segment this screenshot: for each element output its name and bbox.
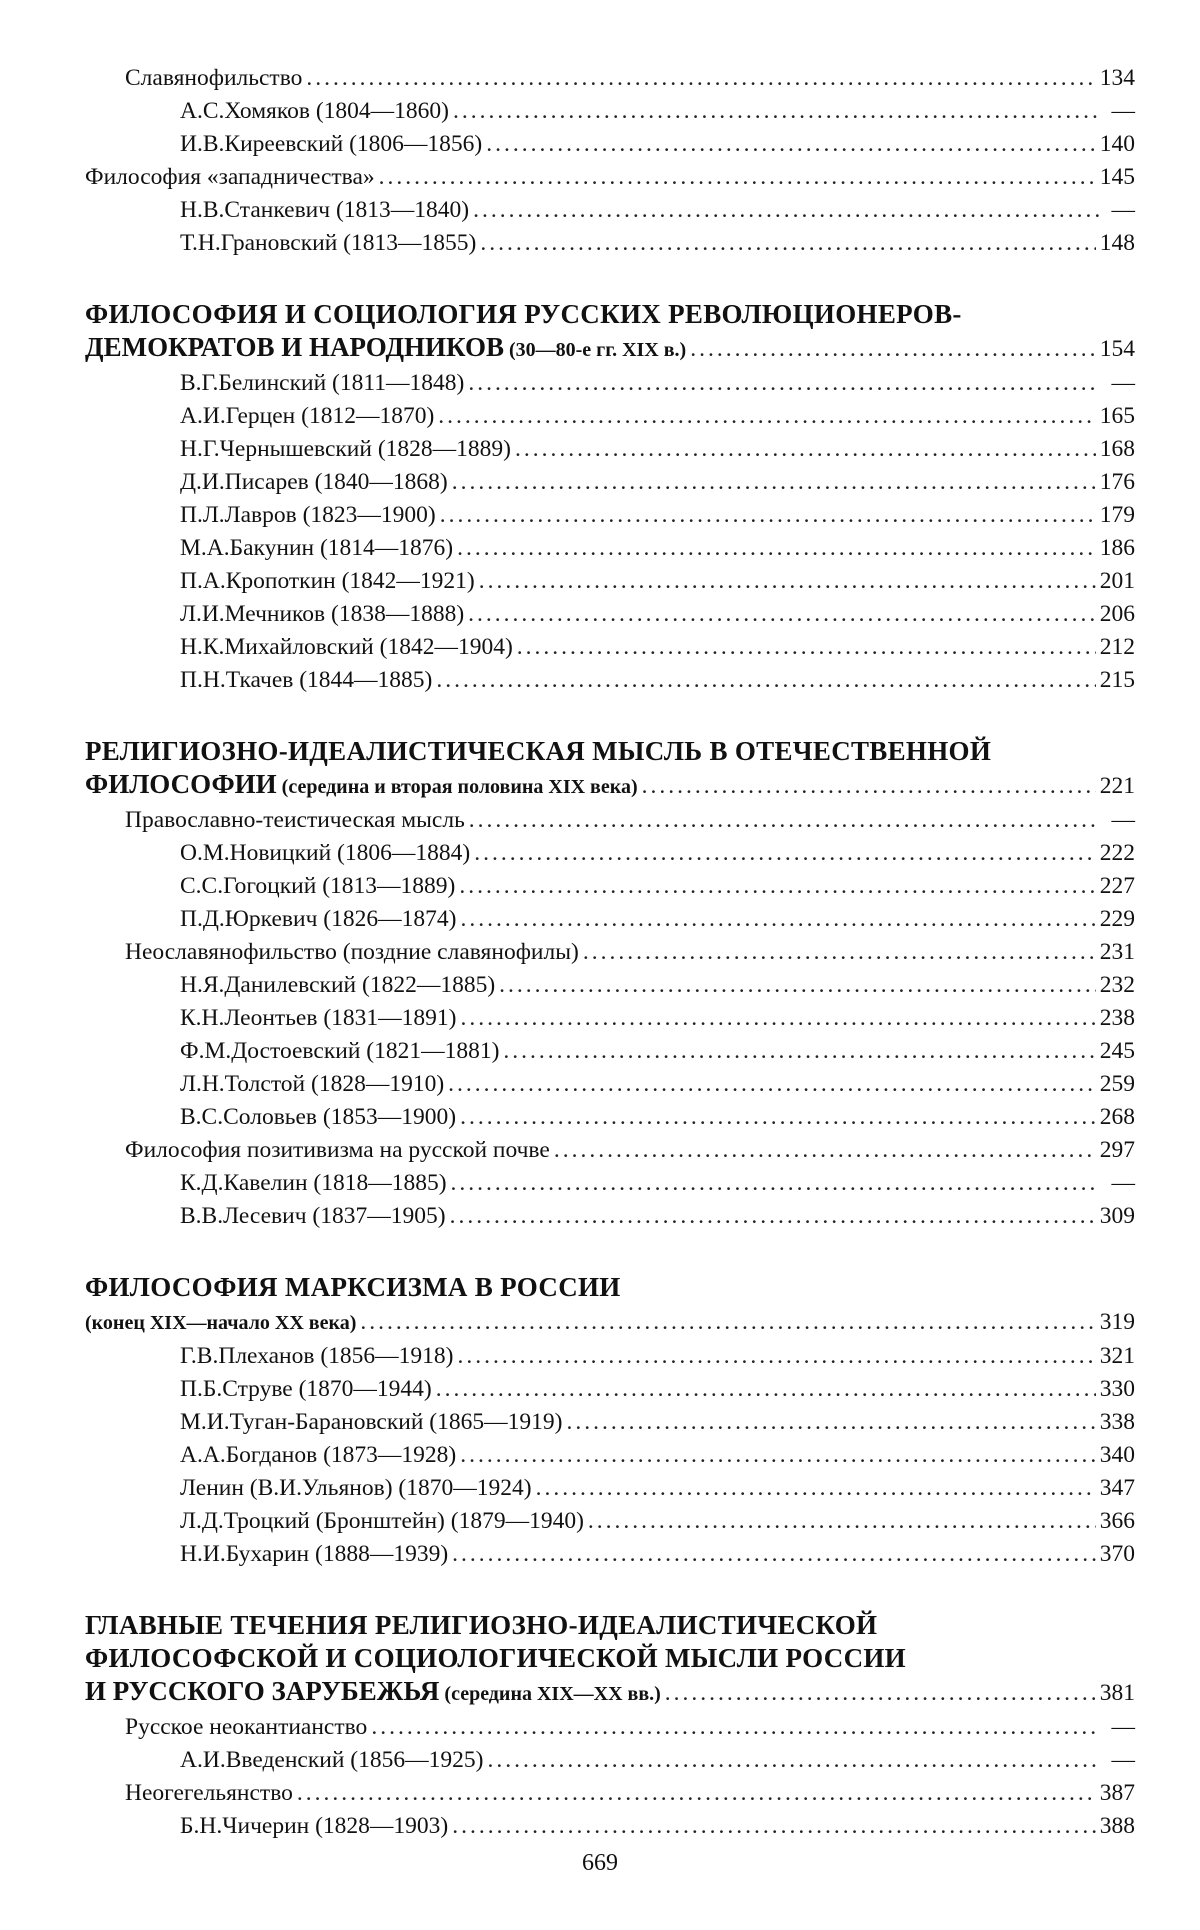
- toc-entry[interactable]: [85, 499, 1135, 532]
- entry-title: Философия «западничества»: [85, 164, 375, 190]
- toc-entry[interactable]: [85, 62, 1135, 95]
- toc-entry[interactable]: [85, 1101, 1135, 1134]
- section-heading-entry[interactable]: [85, 1675, 1135, 1711]
- toc-entry[interactable]: [85, 227, 1135, 260]
- entry-page-number: 238: [1099, 1005, 1135, 1031]
- section-heading: ФИЛОСОФИЯ И СОЦИОЛОГИЯ РУССКИХ РЕВОЛЮЦИОНЕРОВ-: [85, 299, 962, 329]
- dot-leader: [452, 1538, 1096, 1571]
- entry-title: Неославянофильство (поздние славянофилы): [125, 939, 579, 965]
- dot-leader: [554, 1134, 1096, 1167]
- toc-entry[interactable]: [85, 367, 1135, 400]
- entry-title: Л.И.Мечников (1838—1888): [180, 601, 465, 627]
- dot-leader: [468, 367, 1099, 400]
- toc-entry[interactable]: [85, 1744, 1135, 1777]
- section-heading: ФИЛОСОФСКОЙ И СОЦИОЛОГИЧЕСКОЙ МЫСЛИ РОССИИ: [85, 1643, 906, 1673]
- section-heading: РЕЛИГИОЗНО-ИДЕАЛИСТИЧЕСКАЯ МЫСЛЬ В ОТЕЧЕСТВЕННОЙ: [85, 736, 992, 766]
- entry-page-number: 140: [1099, 131, 1135, 157]
- toc-entry[interactable]: [85, 1711, 1135, 1744]
- section-heading: ФИЛОСОФИЯ МАРКСИЗМА В РОССИИ: [85, 1272, 621, 1302]
- entry-title: А.И.Введенский (1856—1925): [180, 1747, 484, 1773]
- toc-entry[interactable]: [85, 466, 1135, 499]
- toc-entry[interactable]: [85, 903, 1135, 936]
- entry-page-number: 338: [1099, 1409, 1135, 1435]
- entry-page-number: 340: [1099, 1442, 1135, 1468]
- section-heading-entry[interactable]: [85, 768, 1135, 804]
- dot-leader: [499, 969, 1096, 1002]
- dot-leader: [479, 565, 1096, 598]
- dot-leader: [450, 1200, 1096, 1233]
- toc-entry[interactable]: [85, 804, 1135, 837]
- entry-title: Г.В.Плеханов (1856—1918): [180, 1343, 454, 1369]
- section-heading-period: (середина и вторая половина XIX века): [276, 776, 638, 798]
- entry-title: Т.Н.Грановский (1813—1855): [180, 230, 477, 256]
- dot-leader: [690, 333, 1096, 366]
- entry-title: П.А.Кропоткин (1842—1921): [180, 568, 475, 594]
- entry-page-number: 370: [1099, 1541, 1135, 1567]
- entry-title: Н.Г.Чернышевский (1828—1889): [180, 436, 511, 462]
- entry-page-number: —: [1111, 197, 1135, 223]
- entry-page-number: 145: [1099, 164, 1135, 190]
- toc-entry[interactable]: [85, 1167, 1135, 1200]
- entry-title: М.А.Бакунин (1814—1876): [180, 535, 454, 561]
- entry-page-number: 321: [1099, 1343, 1135, 1369]
- entry-page-number: 319: [1099, 1309, 1135, 1335]
- entry-page-number: —: [1111, 1747, 1135, 1773]
- dot-leader: [457, 532, 1096, 565]
- dot-leader: [480, 227, 1095, 260]
- toc-entry[interactable]: [85, 1810, 1135, 1843]
- entry-page-number: 388: [1099, 1813, 1135, 1839]
- entry-page-number: 212: [1099, 634, 1135, 660]
- entry-title: Н.К.Михайловский (1842—1904): [180, 634, 513, 660]
- dot-leader: [452, 1810, 1096, 1843]
- entry-page-number: 134: [1099, 65, 1135, 91]
- entry-page-number: 148: [1099, 230, 1135, 256]
- toc-entry[interactable]: [85, 128, 1135, 161]
- entry-title: В.Г.Белинский (1811—1848): [180, 370, 465, 396]
- dot-leader: [371, 1711, 1099, 1744]
- toc-entry[interactable]: [85, 969, 1135, 1002]
- toc-entry[interactable]: [85, 664, 1135, 697]
- dot-leader: [517, 631, 1096, 664]
- toc-entry[interactable]: [85, 532, 1135, 565]
- dot-leader: [515, 433, 1096, 466]
- dot-leader: [473, 194, 1099, 227]
- table-of-contents: [85, 62, 1135, 1881]
- toc-entry[interactable]: [85, 1035, 1135, 1068]
- toc-section: [85, 1271, 1135, 1571]
- dot-leader: [588, 1505, 1096, 1538]
- section-heading-period: (30—80-е гг. XIX в.): [503, 339, 687, 361]
- entry-page-number: 268: [1099, 1104, 1135, 1130]
- entry-page-number: 179: [1099, 502, 1135, 528]
- entry-page-number: 245: [1099, 1038, 1135, 1064]
- entry-page-number: 309: [1099, 1203, 1135, 1229]
- toc-entry[interactable]: [85, 1068, 1135, 1101]
- toc-entry[interactable]: [85, 870, 1135, 903]
- entry-title: Н.В.Станкевич (1813—1840): [180, 197, 470, 223]
- dot-leader: [503, 1035, 1095, 1068]
- entry-title: И.В.Киреевский (1806—1856): [180, 131, 483, 157]
- dot-leader: [566, 1406, 1095, 1439]
- entry-title: В.С.Соловьев (1853—1900): [180, 1104, 457, 1130]
- toc-section: [85, 62, 1135, 260]
- entry-title: Философия позитивизма на русской почве: [125, 1137, 550, 1163]
- entry-title: Д.И.Писарев (1840—1868): [180, 469, 448, 495]
- section-heading-title: И РУССКОГО ЗАРУБЕЖЬЯ: [85, 1676, 440, 1706]
- toc-entry[interactable]: [85, 1340, 1135, 1373]
- entry-page-number: 206: [1099, 601, 1135, 627]
- dot-leader: [536, 1472, 1096, 1505]
- toc-entry[interactable]: [85, 1505, 1135, 1538]
- entry-page-number: 168: [1099, 436, 1135, 462]
- entry-page-number: —: [1111, 370, 1135, 396]
- toc-entry[interactable]: [85, 1200, 1135, 1233]
- dot-leader: [306, 62, 1095, 95]
- toc-entry[interactable]: [85, 1134, 1135, 1167]
- toc-section: [85, 298, 1135, 697]
- entry-page-number: 186: [1099, 535, 1135, 561]
- toc-entry[interactable]: [85, 837, 1135, 870]
- entry-title: П.Л.Лавров (1823—1900): [180, 502, 436, 528]
- entry-page-number: 215: [1099, 667, 1135, 693]
- entry-page-number: —: [1111, 1714, 1135, 1740]
- section-heading: ГЛАВНЫЕ ТЕЧЕНИЯ РЕЛИГИОЗНО-ИДЕАЛИСТИЧЕСКОЙ: [85, 1610, 878, 1640]
- section-heading-title: ДЕМОКРАТОВ И НАРОДНИКОВ: [85, 332, 504, 362]
- entry-page-number: 381: [1099, 1680, 1135, 1706]
- dot-leader: [468, 598, 1096, 631]
- dot-leader: [453, 95, 1099, 128]
- section-heading-title: ФИЛОСОФИИ: [85, 769, 277, 799]
- section-heading-period: (конец XIX—начало XX века): [85, 1312, 357, 1334]
- entry-title: Ф.М.Достоевский (1821—1881): [180, 1038, 500, 1064]
- entry-title: А.И.Герцен (1812—1870): [180, 403, 435, 429]
- toc-entry[interactable]: [85, 1406, 1135, 1439]
- entry-title: С.С.Гогоцкий (1813—1889): [180, 873, 456, 899]
- dot-leader: [360, 1306, 1095, 1339]
- dot-leader: [460, 1439, 1096, 1472]
- entry-title: Л.Д.Троцкий (Бронштейн) (1879—1940): [180, 1508, 584, 1534]
- entry-title: А.А.Богданов (1873—1928): [180, 1442, 457, 1468]
- entry-page-number: 201: [1099, 568, 1135, 594]
- toc-entry[interactable]: [85, 194, 1135, 227]
- toc-entry[interactable]: [85, 936, 1135, 969]
- entry-page-number: 231: [1099, 939, 1135, 965]
- entry-title: К.Н.Леонтьев (1831—1891): [180, 1005, 457, 1031]
- toc-entry[interactable]: [85, 565, 1135, 598]
- dot-leader: [665, 1677, 1096, 1710]
- dot-leader: [460, 1101, 1096, 1134]
- entry-page-number: —: [1111, 807, 1135, 833]
- section-heading-entry[interactable]: [85, 331, 1135, 367]
- section-heading-entry[interactable]: [85, 1304, 1135, 1340]
- dot-leader: [486, 128, 1096, 161]
- dot-leader: [297, 1777, 1096, 1810]
- toc-entry[interactable]: [85, 1777, 1135, 1810]
- entry-title: Н.Я.Данилевский (1822—1885): [180, 972, 496, 998]
- dot-leader: [460, 903, 1095, 936]
- toc-entry[interactable]: [85, 598, 1135, 631]
- entry-page-number: 330: [1099, 1376, 1135, 1402]
- dot-leader: [469, 804, 1099, 837]
- toc-entry[interactable]: [85, 1538, 1135, 1571]
- dot-leader: [642, 770, 1096, 803]
- entry-page-number: 229: [1099, 906, 1135, 932]
- dot-leader: [452, 466, 1096, 499]
- entry-title: П.Д.Юркевич (1826—1874): [180, 906, 457, 932]
- entry-title: Л.Н.Толстой (1828—1910): [180, 1071, 445, 1097]
- entry-title: Б.Н.Чичерин (1828—1903): [180, 1813, 449, 1839]
- entry-page-number: 232: [1099, 972, 1135, 998]
- dot-leader: [459, 870, 1095, 903]
- entry-title: Православно-теистическая мысль: [125, 807, 465, 833]
- entry-title: Н.И.Бухарин (1888—1939): [180, 1541, 449, 1567]
- toc-section: [85, 1609, 1135, 1843]
- dot-leader: [460, 1002, 1095, 1035]
- entry-page-number: —: [1111, 98, 1135, 124]
- toc-entry[interactable]: [85, 400, 1135, 433]
- dot-leader: [436, 664, 1095, 697]
- entry-page-number: 387: [1099, 1780, 1135, 1806]
- dot-leader: [440, 499, 1096, 532]
- entry-page-number: 154: [1099, 336, 1135, 362]
- dot-leader: [438, 400, 1095, 433]
- entry-title: Неогегельянство: [125, 1780, 293, 1806]
- dot-leader: [451, 1167, 1099, 1200]
- entry-page-number: 176: [1099, 469, 1135, 495]
- toc-entry[interactable]: [85, 1002, 1135, 1035]
- dot-leader: [436, 1373, 1096, 1406]
- entry-page-number: 297: [1099, 1137, 1135, 1163]
- toc-entry[interactable]: [85, 433, 1135, 466]
- toc-entry[interactable]: [85, 631, 1135, 664]
- entry-title: Славянофильство: [125, 65, 303, 91]
- dot-leader: [487, 1744, 1099, 1777]
- entry-page-number: 227: [1099, 873, 1135, 899]
- entry-page-number: —: [1111, 1170, 1135, 1196]
- entry-title: А.С.Хомяков (1804—1860): [180, 98, 449, 124]
- entry-title: М.И.Туган-Барановский (1865—1919): [180, 1409, 563, 1435]
- toc-section: [85, 735, 1135, 1233]
- entry-page-number: 347: [1099, 1475, 1135, 1501]
- dot-leader: [474, 837, 1096, 870]
- entry-title: Ленин (В.И.Ульянов) (1870—1924): [180, 1475, 532, 1501]
- dot-leader: [458, 1340, 1096, 1373]
- entry-title: П.Н.Ткачев (1844—1885): [180, 667, 433, 693]
- toc-entry[interactable]: [85, 1472, 1135, 1505]
- dot-leader: [583, 936, 1096, 969]
- entry-page-number: 366: [1099, 1508, 1135, 1534]
- entry-title: К.Д.Кавелин (1818—1885): [180, 1170, 447, 1196]
- section-heading-period: (середина XIX—XX вв.): [439, 1683, 661, 1705]
- entry-title: Русское неокантианство: [125, 1714, 368, 1740]
- entry-title: О.М.Новицкий (1806—1884): [180, 840, 471, 866]
- entry-title: В.В.Лесевич (1837—1905): [180, 1203, 446, 1229]
- page-number: 669: [582, 1850, 618, 1876]
- entry-page-number: 259: [1099, 1071, 1135, 1097]
- toc-entry[interactable]: [85, 1439, 1135, 1472]
- dot-leader: [379, 161, 1096, 194]
- entry-page-number: 221: [1099, 773, 1135, 799]
- toc-entry[interactable]: [85, 95, 1135, 128]
- entry-title: П.Б.Струве (1870—1944): [180, 1376, 432, 1402]
- toc-entry[interactable]: [85, 1373, 1135, 1406]
- toc-entry[interactable]: [85, 161, 1135, 194]
- entry-page-number: 165: [1099, 403, 1135, 429]
- entry-page-number: 222: [1099, 840, 1135, 866]
- dot-leader: [448, 1068, 1096, 1101]
